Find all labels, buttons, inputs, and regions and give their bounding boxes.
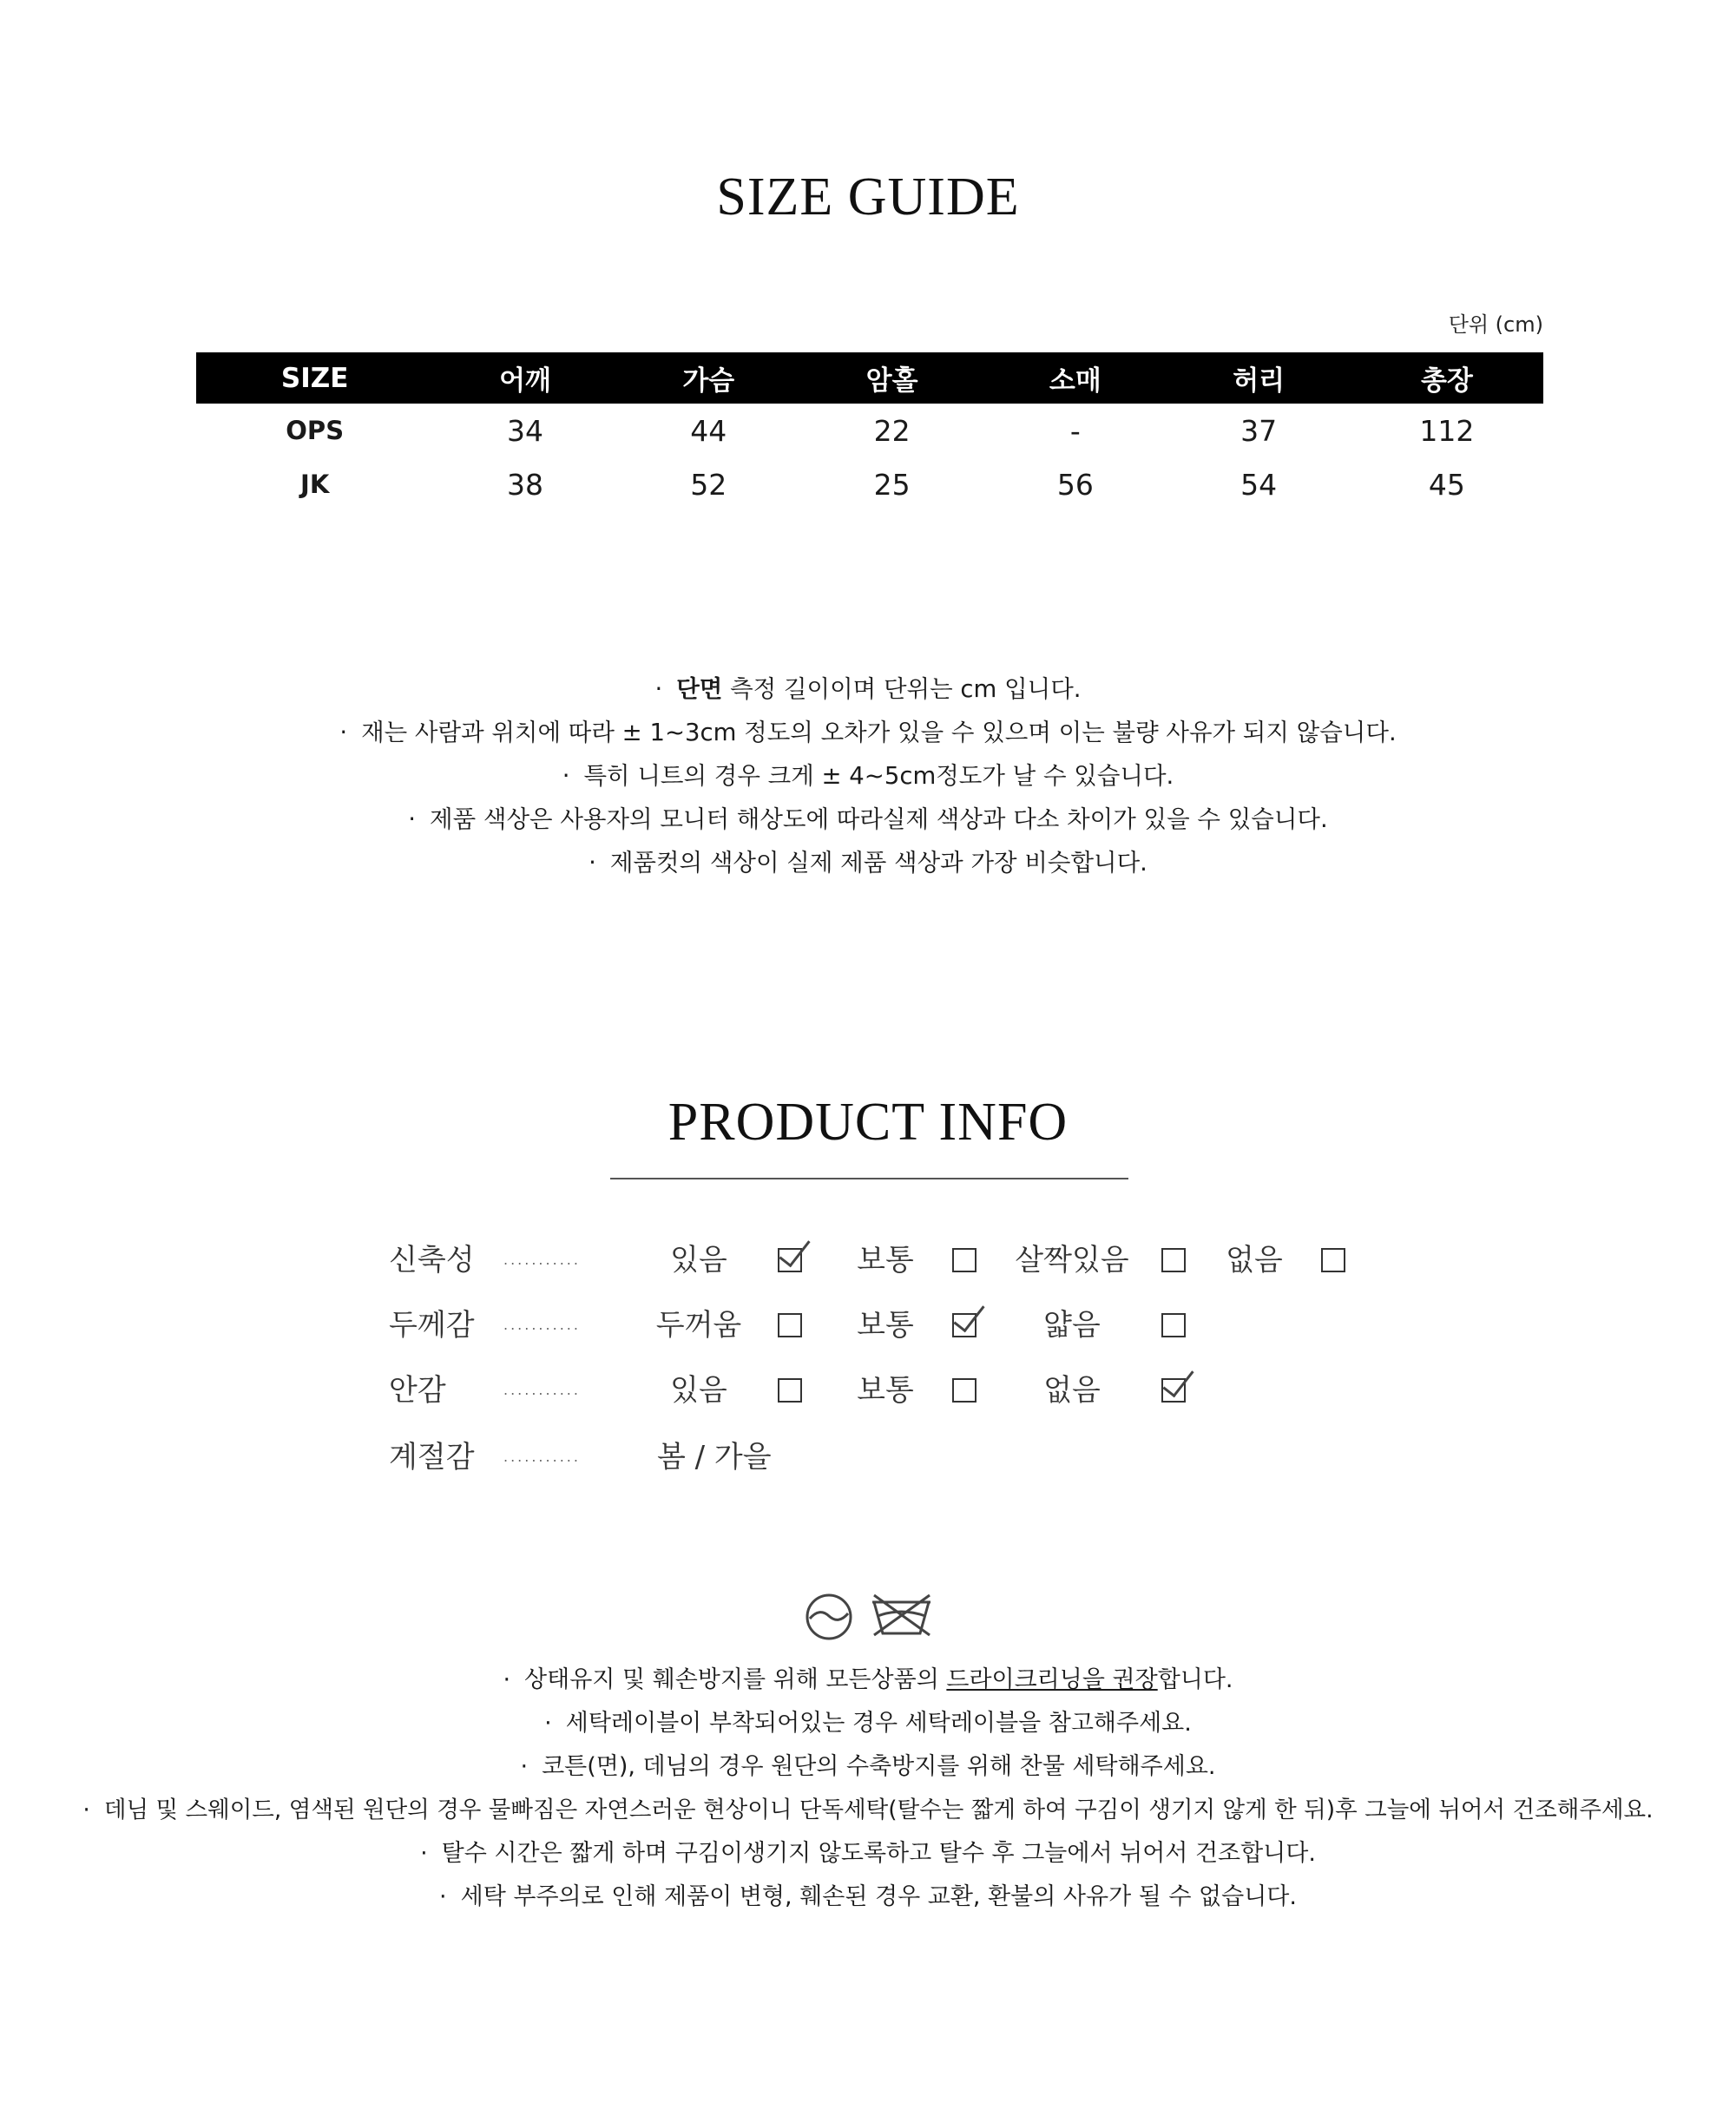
size-guide-title: SIZE GUIDE (716, 168, 1020, 227)
care-note-text: 코튼(면), 데님의 경우 원단의 수축방지를 위해 찬물 세탁해주세요. (542, 1753, 1216, 1780)
do-not-tumble-dry-icon (872, 1595, 930, 1635)
table-cell: 112 (1419, 413, 1475, 448)
care-note-text: 세탁레이블이 부착되어있는 경우 세탁레이블을 참고해주세요. (565, 1710, 1192, 1737)
attribute-row-lining (0, 1364, 1736, 1416)
bullet: · (408, 805, 417, 833)
option-checkbox[interactable] (952, 1378, 976, 1403)
care-note-underlined: 드라이크리닝을 권장 (946, 1666, 1158, 1693)
note-text: 측정 길이이며 단위는 cm 입니다. (722, 675, 1082, 703)
care-note-line (0, 1876, 1736, 1919)
care-note-text: 데님 및 스웨이드, 염색된 원단의 경우 물빠짐은 자연스러운 현상이니 단독세탁(탈수는 짧게 하여 구김이 생기지 않게 한 뒤)후 그늘에 뉘어서 건조해주세요. (103, 1797, 1654, 1823)
size-table (196, 352, 1543, 511)
dotted-leader: ........... (503, 1449, 581, 1465)
note-text: 제품 색상은 사용자의 모니터 해상도에 따라실제 색상과 다소 차이가 있을 수 있습니다. (430, 805, 1328, 833)
care-note-line (0, 1659, 1736, 1702)
attribute-label: 계절감 (389, 1440, 475, 1475)
bullet: · (562, 762, 570, 790)
option-label: 보통 (857, 1373, 914, 1408)
table-cell: 38 (507, 467, 544, 502)
care-note-line (0, 1745, 1736, 1789)
bullet: · (503, 1666, 511, 1693)
table-cell: 22 (873, 413, 911, 448)
note-text: 제품컷의 색상이 실제 제품 색상과 가장 비슷합니다. (609, 849, 1147, 877)
note-line (0, 667, 1736, 711)
care-symbols (803, 1590, 933, 1642)
product-info-title: PRODUCT INFO (667, 1093, 1069, 1152)
table-cell: JK (300, 470, 330, 499)
care-note-line (0, 1789, 1736, 1832)
checkmark-icon (779, 1233, 810, 1268)
attribute-label: 안감 (389, 1373, 446, 1408)
header-cell: SIZE (196, 352, 433, 404)
table-cell: - (1069, 413, 1081, 448)
table-row (196, 457, 1543, 511)
header-cell: 암홀 (800, 352, 983, 404)
bullet: · (589, 849, 596, 877)
option-label: 보통 (857, 1243, 914, 1278)
care-note-text-end: 합니다. (1157, 1666, 1233, 1693)
note-line (0, 754, 1736, 798)
title-divider (610, 1178, 1128, 1179)
note-text: 특히 니트의 경우 크게 ± 4~5cm정도가 날 수 있습니다. (583, 762, 1174, 790)
dotted-leader: ........... (503, 1382, 581, 1398)
header-cell: 소매 (983, 352, 1167, 404)
option-label: 보통 (857, 1308, 914, 1343)
bullet: · (439, 1883, 447, 1910)
bullet: · (339, 719, 348, 746)
option-label: 두꺼움 (655, 1308, 742, 1343)
size-notes (0, 667, 1736, 884)
checkmark-icon (953, 1298, 984, 1333)
unit-label: 단위 (cm) (1448, 312, 1543, 337)
option-checkbox[interactable] (1161, 1313, 1186, 1337)
care-note-line (0, 1702, 1736, 1745)
note-line (0, 798, 1736, 841)
header-cell: 허리 (1167, 352, 1351, 404)
option-label: 있음 (670, 1373, 727, 1408)
hand-wash-icon (807, 1595, 851, 1639)
option-checkbox[interactable] (952, 1248, 976, 1272)
option-label: 있음 (670, 1243, 727, 1278)
size-table-header-row (196, 352, 1543, 404)
option-label: 없음 (1043, 1373, 1101, 1408)
bullet: · (82, 1797, 90, 1823)
option-label: 얇음 (1043, 1308, 1101, 1343)
dotted-leader: ........... (503, 1252, 581, 1268)
note-bold: 단면 (676, 675, 723, 703)
care-note-text: 상태유지 및 훼손방지를 위해 모든상품의 (524, 1666, 947, 1693)
care-icons (803, 1590, 933, 1642)
option-checkbox[interactable] (952, 1313, 976, 1337)
table-cell: 56 (1056, 467, 1094, 502)
attribute-row-thickness (0, 1299, 1736, 1351)
table-cell: 44 (690, 413, 727, 448)
note-line (0, 841, 1736, 884)
table-cell: 52 (690, 467, 727, 502)
table-cell: 34 (507, 413, 544, 448)
option-label: 살짝있음 (1015, 1243, 1129, 1278)
note-line (0, 711, 1736, 754)
care-note-text: 탈수 시간은 짧게 하며 구김이생기지 않도록하고 탈수 후 그늘에서 뉘어서 건조합니다. (441, 1840, 1316, 1867)
option-label: 없음 (1226, 1243, 1283, 1278)
option-checkbox[interactable] (778, 1248, 802, 1272)
attribute-label: 두께감 (389, 1308, 475, 1343)
attribute-label: 신축성 (389, 1243, 475, 1278)
bullet: · (520, 1753, 529, 1780)
bullet: · (420, 1840, 428, 1867)
table-cell: 45 (1428, 467, 1465, 502)
table-row (196, 404, 1543, 457)
table-cell: 25 (873, 467, 911, 502)
dotted-leader: ........... (503, 1317, 581, 1333)
bullet: · (654, 675, 663, 703)
season-value: 봄 / 가을 (657, 1440, 772, 1475)
option-checkbox[interactable] (778, 1378, 802, 1403)
note-text: 재는 사람과 위치에 따라 ± 1~3cm 정도의 오차가 있을 수 있으며 이는 불량 사유가 되지 않습니다. (361, 719, 1397, 746)
bullet: · (544, 1710, 552, 1737)
option-checkbox[interactable] (778, 1313, 802, 1337)
checkmark-icon (1162, 1363, 1194, 1398)
header-cell: 가슴 (617, 352, 800, 404)
attribute-row-stretch (0, 1234, 1736, 1286)
option-checkbox[interactable] (1161, 1248, 1186, 1272)
table-cell: OPS (286, 416, 345, 445)
care-note-text: 세탁 부주의로 인해 제품이 변형, 훼손된 경우 교환, 환불의 사유가 될 수 없습니다. (460, 1883, 1297, 1910)
option-checkbox[interactable] (1161, 1378, 1186, 1403)
care-note-line (0, 1832, 1736, 1876)
table-cell: 54 (1240, 467, 1278, 502)
care-notes (0, 1659, 1736, 1919)
option-checkbox[interactable] (1321, 1248, 1345, 1272)
header-cell: 총장 (1351, 352, 1543, 404)
attribute-row-season (0, 1431, 1736, 1483)
header-cell: 어깨 (433, 352, 616, 404)
table-cell: 37 (1240, 413, 1278, 448)
